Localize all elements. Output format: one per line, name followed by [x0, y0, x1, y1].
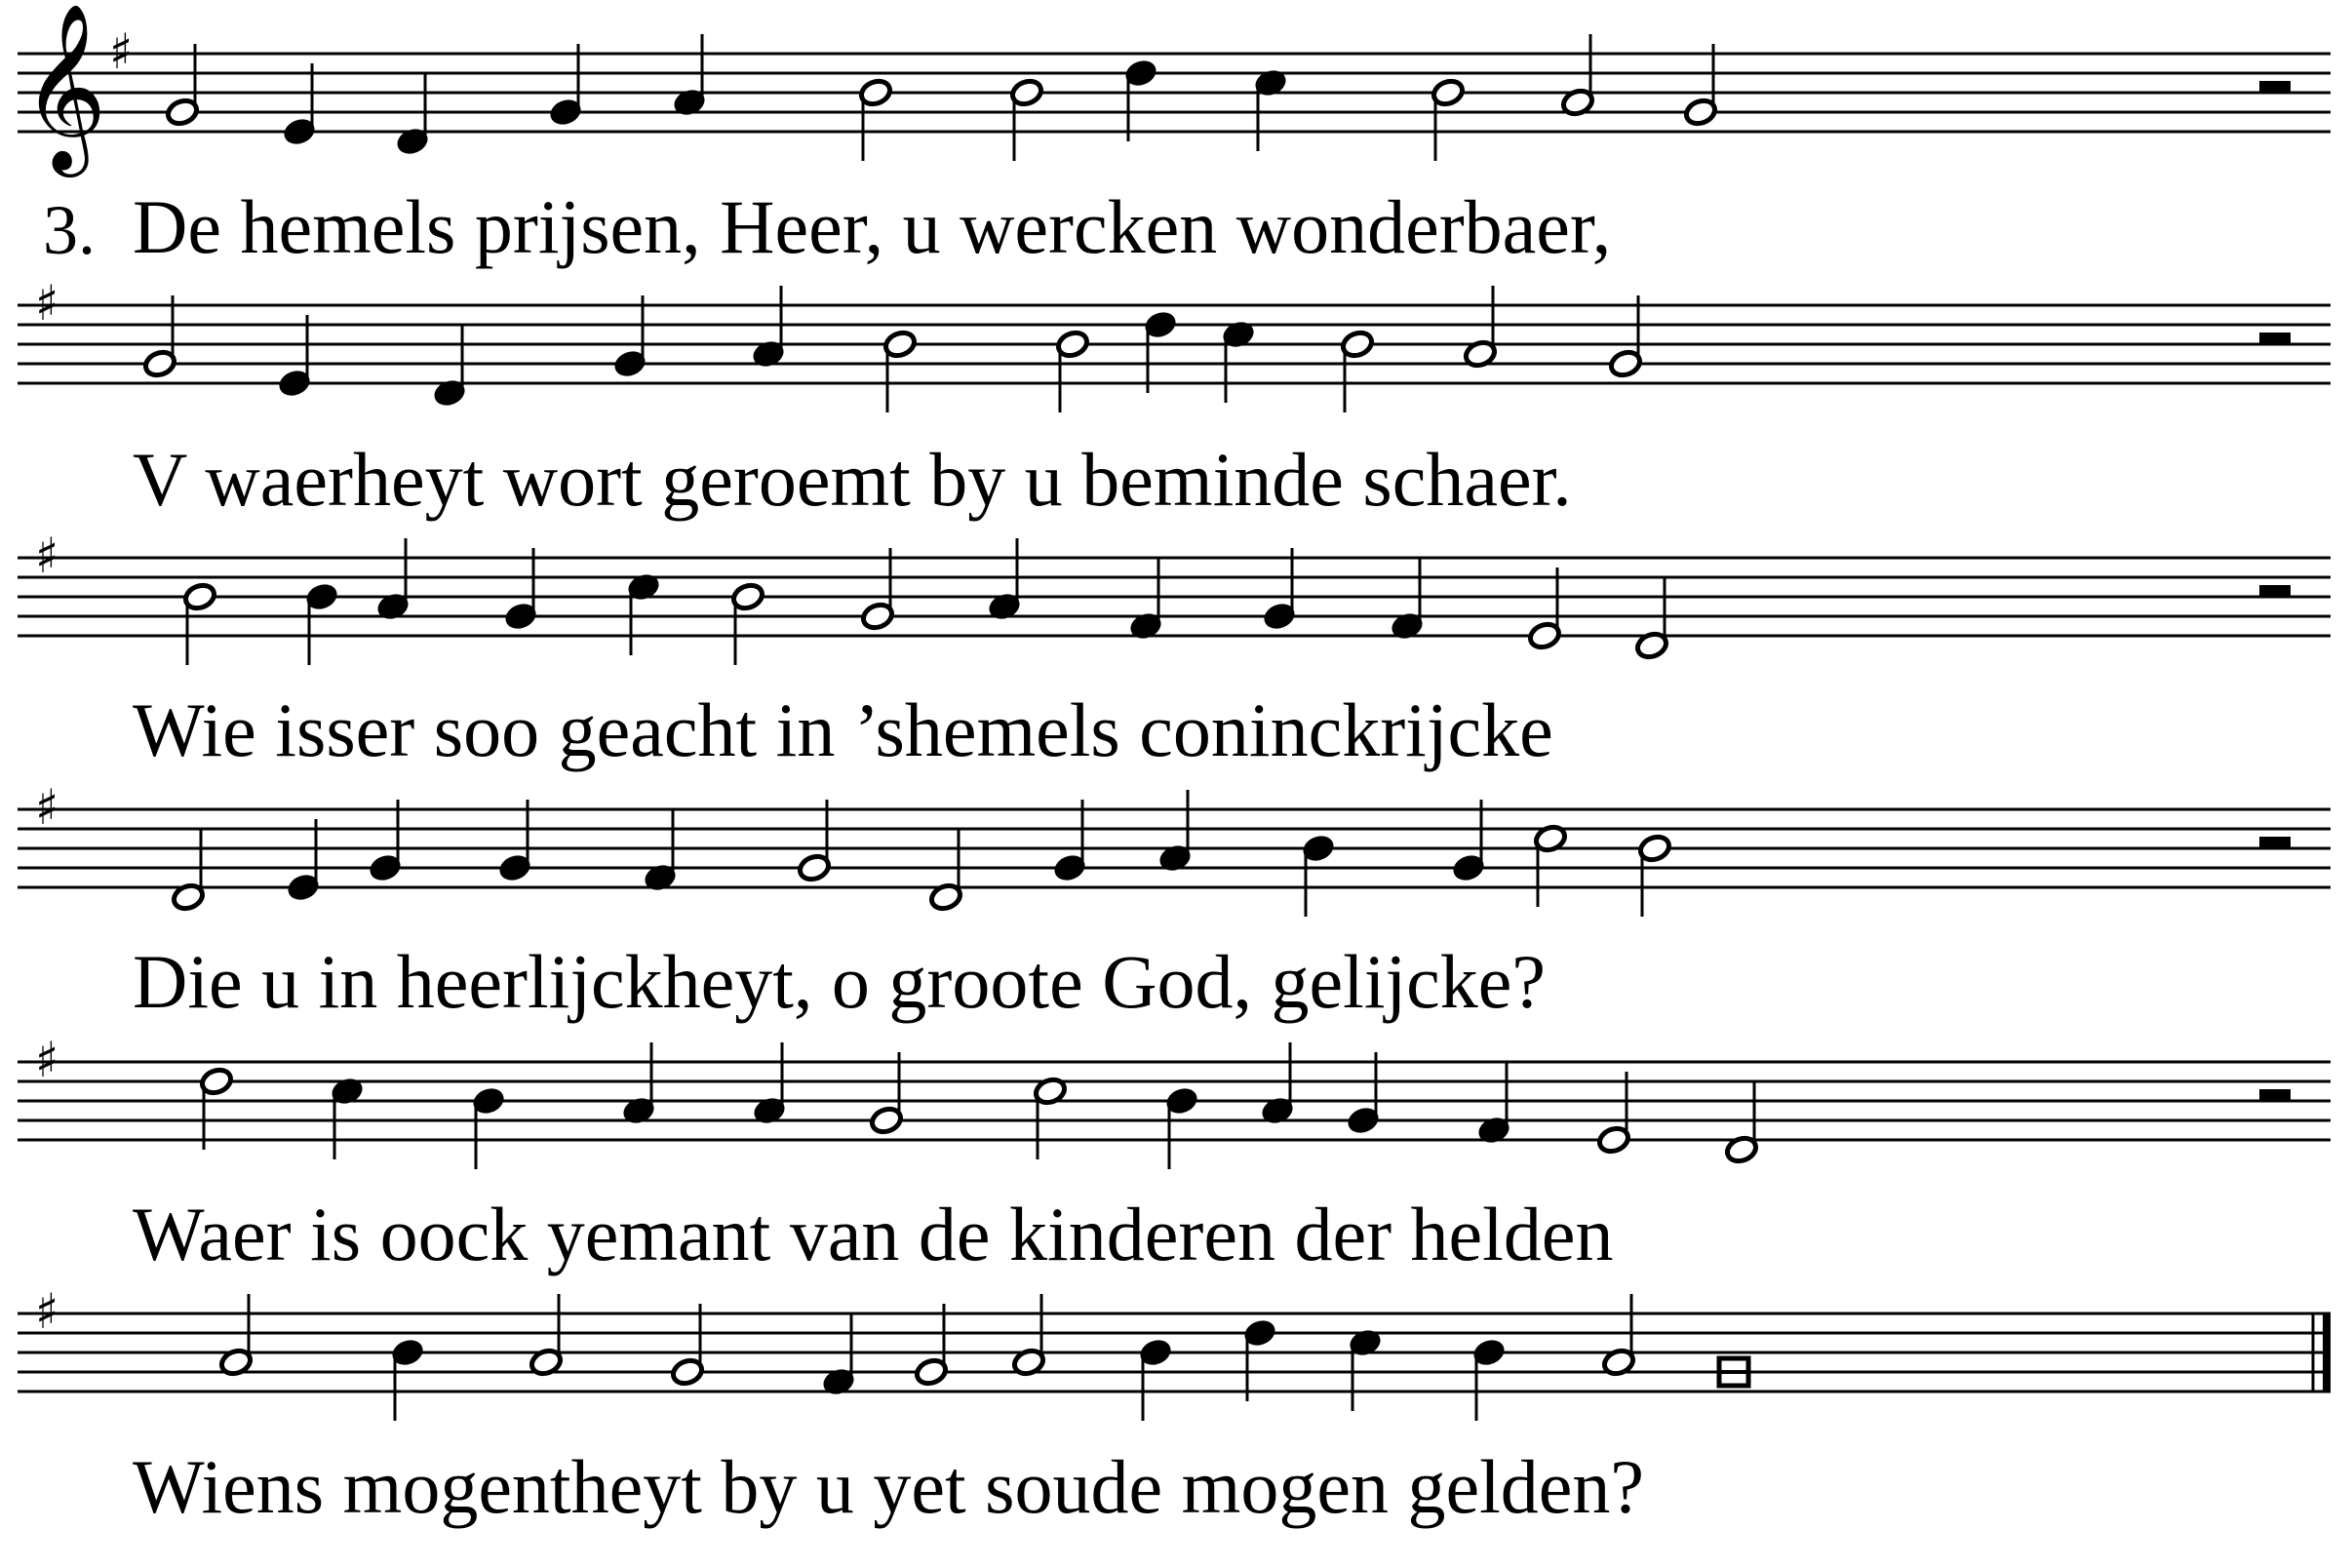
sharp-icon: ♯ [35, 1283, 59, 1340]
treble-clef-icon: 𝄞 [21, 2, 107, 170]
lyric-line-5: Waer is oock yemant van de kinderen der helden [133, 1192, 1614, 1276]
sharp-icon: ♯ [35, 1032, 59, 1088]
sharp-icon: ♯ [35, 528, 59, 584]
lyric-line-1: De hemels prijsen, Heer, u wercken wonderbaer, [133, 184, 1612, 269]
lyric-line-3: Wie isser soo geacht in ’shemels coninckrijcke [133, 687, 1553, 772]
half-rest-icon [2259, 585, 2291, 597]
verse-number: 3. [43, 191, 96, 269]
sharp-icon: ♯ [109, 23, 134, 80]
sharp-icon: ♯ [35, 779, 59, 836]
lyric-line-6: Wiens mogentheyt by u yet soude mogen gelden? [133, 1444, 1644, 1529]
sharp-icon: ♯ [35, 275, 59, 332]
half-rest-icon [2259, 837, 2291, 848]
lyric-line-4: Die u in heerlijckheyt, o groote God, gelijcke? [133, 939, 1547, 1024]
lyric-line-2: V waerheyt wort geroemt by u beminde schaer. [133, 437, 1572, 522]
half-rest-icon [2259, 81, 2291, 93]
half-rest-icon [2259, 333, 2291, 344]
half-rest-icon [2259, 1089, 2291, 1101]
